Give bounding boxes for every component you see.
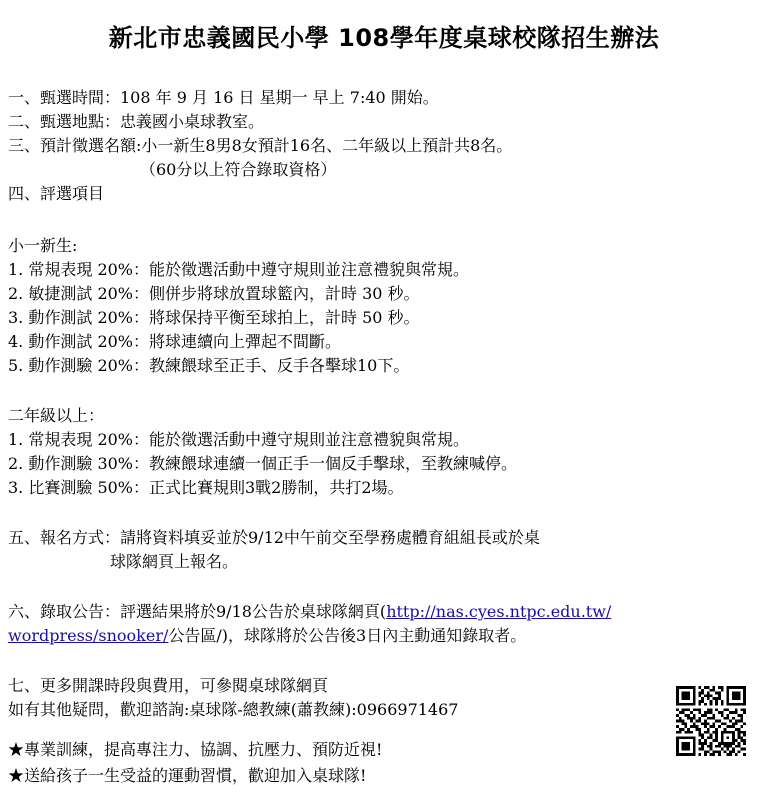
section-evaluation-items: 四、評選項目: [8, 184, 105, 203]
grade2-item: 3. 比賽測驗 50%：正式比賽規則3戰2勝制，共打2場。: [8, 478, 404, 497]
section-registration: 五、報名方式：請將資料填妥並於9/12中午前交至學務處體育組組長或於桌: [8, 528, 540, 547]
section-more-info: 七、更多開課時段與費用，可參閱桌球隊網頁: [8, 676, 329, 695]
grade2-item: 2. 動作測驗 30%：教練餵球連續一個正手一個反手擊球，至教練喊停。: [8, 454, 518, 473]
quota-note: （60分以上符合錄取資格）: [140, 160, 337, 179]
announcement-text: 六、錄取公告：評選結果將於9/18公告於桌球隊網頁(: [8, 602, 387, 621]
grade2-item: 1. 常規表現 20%：能於徵選活動中遵守規則並注意禮貌與常規。: [8, 430, 470, 449]
grade1-heading: 小一新生:: [8, 236, 78, 255]
registration-continued: 球隊網頁上報名。: [110, 552, 239, 571]
slogan: ★送給孩子一生受益的運動習慣，歡迎加入桌球隊!: [8, 766, 367, 785]
team-website-link-continued[interactable]: wordpress/snooker/: [8, 626, 169, 645]
section-quota: 三、預計徵選名額:小一新生8男8女預計16名、二年級以上預計共8名。: [8, 136, 513, 155]
team-website-link[interactable]: http://nas.cyes.ntpc.edu.tw/: [386, 602, 612, 621]
grade1-item: 4. 動作測試 20%：將球連續向上彈起不間斷。: [8, 332, 342, 351]
page-title: 新北市忠義國民小學 108學年度桌球校隊招生辦法: [108, 24, 660, 52]
grade1-item: 1. 常規表現 20%：能於徵選活動中遵守規則並注意禮貌與常規。: [8, 260, 470, 279]
grade1-item: 3. 動作測試 20%：將球保持平衡至球拍上，計時 50 秒。: [8, 308, 420, 327]
qr-code-icon: [676, 686, 746, 756]
announcement-text: 公告區/)，球隊將於公告後3日內主動通知錄取者。: [168, 626, 527, 645]
section-announcement: [8, 602, 611, 622]
section-selection-location: 二、甄選地點：忠義國小桌球教室。: [8, 112, 265, 131]
section-selection-time: 一、甄選時間：108 年 9 月 16 日 星期一 早上 7:40 開始。: [8, 88, 439, 107]
slogan: ★專業訓練，提高專注力、協調、抗壓力、預防近視!: [8, 740, 383, 759]
grade1-item: 5. 動作測驗 20%：教練餵球至正手、反手各擊球10下。: [8, 356, 410, 375]
grade1-item: 2. 敏捷測試 20%：側併步將球放置球籃內，計時 30 秒。: [8, 284, 420, 303]
announcement-continued: [8, 626, 526, 646]
contact-info: 如有其他疑問，歡迎諮詢:桌球隊-總教練(蕭教練):0966971467: [8, 700, 459, 719]
grade2-heading: 二年級以上：: [8, 406, 105, 425]
